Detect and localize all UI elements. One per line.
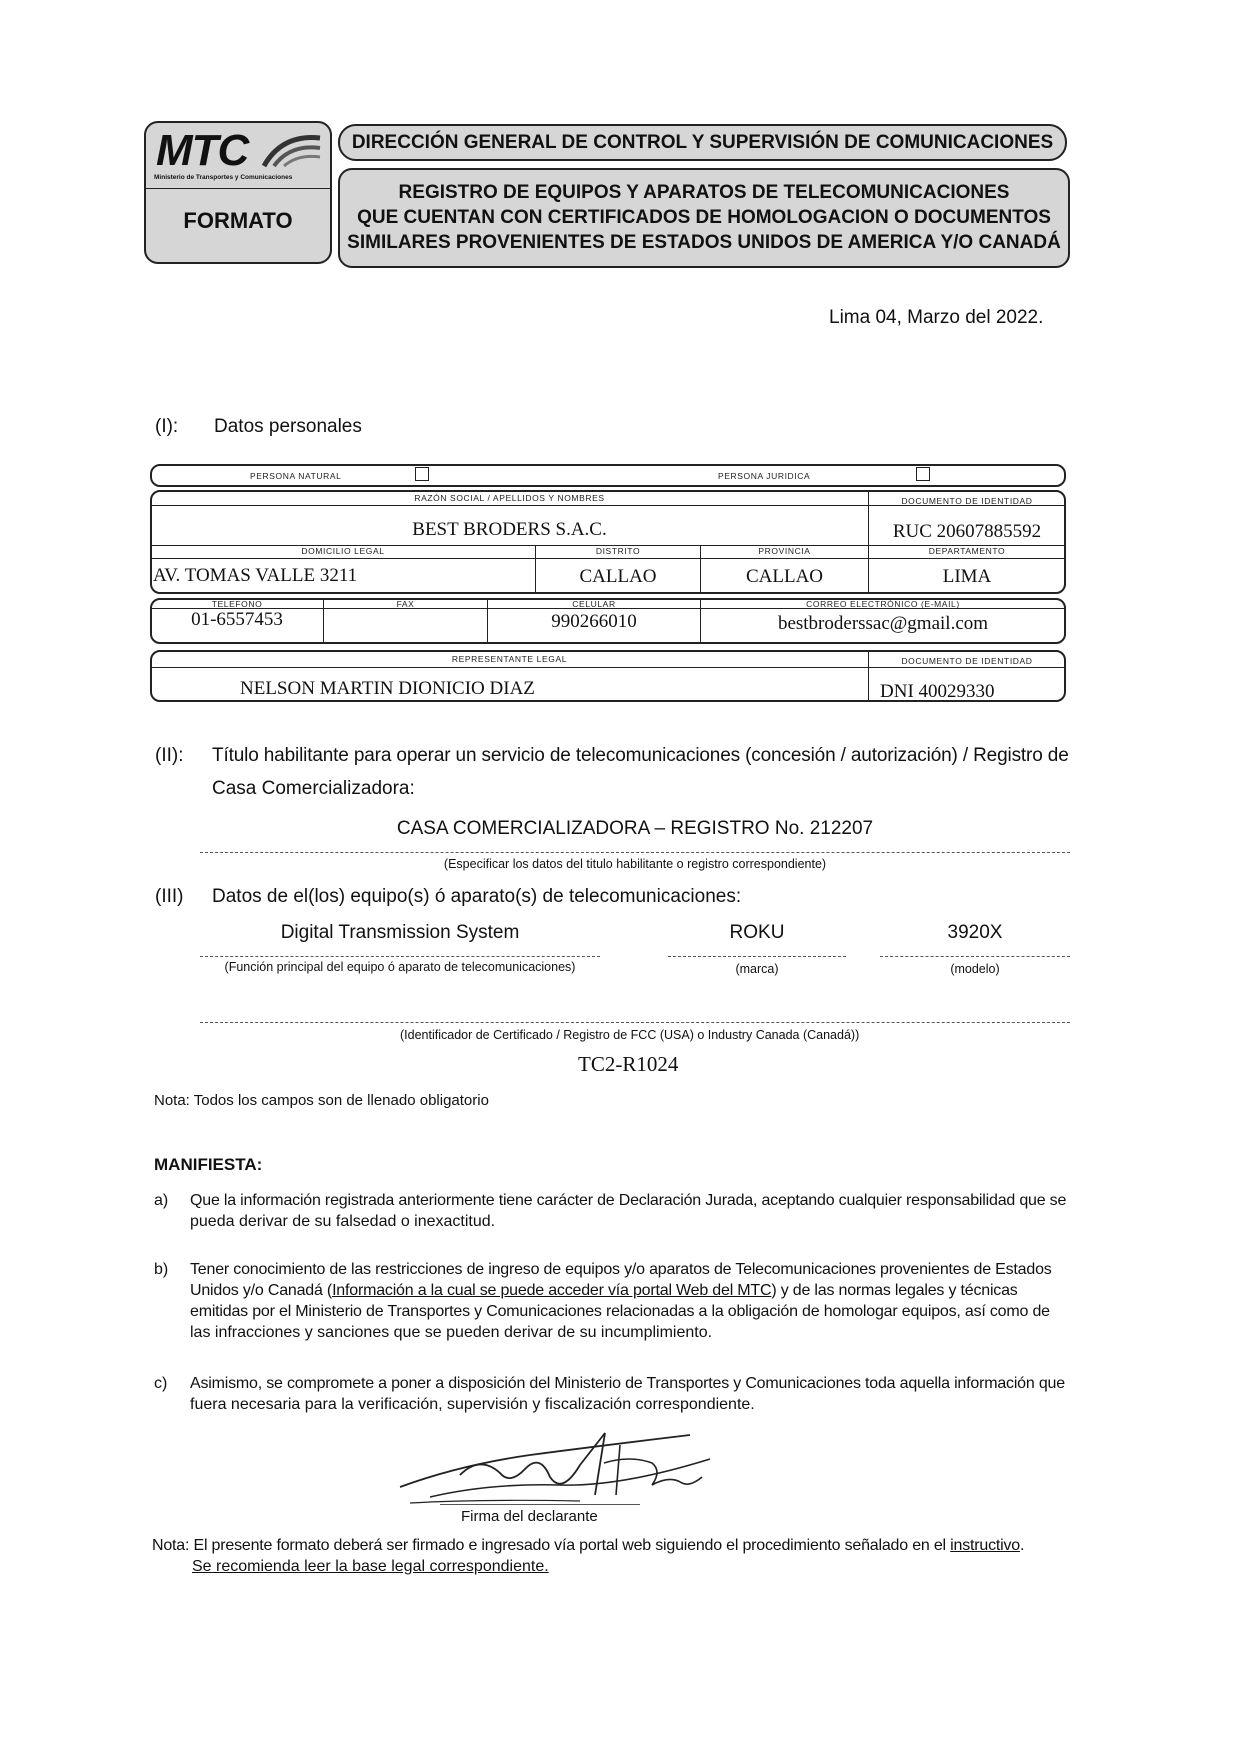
- logo-text: MTC: [156, 126, 249, 175]
- item-b-line-3: emitidas por el Ministerio de Transportes y Comunicaciones relacionadas a la obligación de homologar equipos, así como de: [190, 1303, 1050, 1320]
- representante-value: NELSON MARTIN DIONICIO DIAZ: [240, 678, 535, 699]
- telefono-label: TELEFONO: [211, 599, 263, 609]
- domicilio-label-divider: [151, 558, 1065, 559]
- marca-value: ROKU: [729, 922, 785, 943]
- marca-caption: (marca): [735, 962, 779, 976]
- footer-note-post: .: [1019, 1537, 1025, 1554]
- persona-natural-checkbox[interactable]: [415, 467, 429, 481]
- celular-label: CELULAR: [572, 599, 616, 609]
- documento-label: DOCUMENTO DE IDENTIDAD: [901, 496, 1033, 506]
- title-box: [338, 168, 1070, 268]
- item-b-label: b): [154, 1261, 169, 1278]
- cert-value: TC2-R1024: [578, 1052, 679, 1076]
- item-a-line-1: Que la información registrada anteriormente tiene carácter de Declaración Jurada, aceptando cualquier responsabilidad que se: [190, 1192, 1067, 1209]
- firma-label: Firma del declarante: [461, 1508, 598, 1525]
- razon-social-label: RAZÓN SOCIAL / APELLIDOS Y NOMBRES: [414, 493, 605, 503]
- funcion-underline: [200, 956, 600, 957]
- manifiesta-title: MANIFIESTA:: [154, 1155, 263, 1174]
- documento-value: RUC 20607885592: [892, 521, 1042, 542]
- domicilio-value: AV. TOMAS VALLE 3211: [153, 565, 358, 586]
- section-2-underline: [200, 852, 1070, 853]
- title-line-2: QUE CUENTAN CON CERTIFICADOS DE HOMOLOGACION O DOCUMENTOS: [357, 207, 1051, 228]
- persona-juridica-label: PERSONA JURIDICA: [718, 471, 811, 481]
- item-c-label: c): [154, 1375, 168, 1392]
- section-2-value: CASA COMERCIALIZADORA – REGISTRO No. 212207: [396, 818, 874, 839]
- razon-social-value: BEST BRODERS S.A.C.: [412, 519, 607, 540]
- representante-label-divider: [151, 667, 1065, 668]
- departamento-value: LIMA: [942, 566, 992, 587]
- section-1-number: (I):: [155, 416, 179, 437]
- item-b-line-1: Tener conocimiento de las restricciones de ingreso de equipos y/o aparatos de Telecomunicaciones provenientes de Estados: [190, 1261, 1052, 1278]
- section-3-number: (III): [155, 886, 184, 907]
- nota-campos: Nota: Todos los campos son de llenado obligatorio: [154, 1092, 489, 1109]
- base-legal-link[interactable]: Se recomienda leer la base legal correspondiente.: [192, 1558, 549, 1575]
- rep-documento-label: DOCUMENTO DE IDENTIDAD: [901, 656, 1033, 666]
- instructivo-link[interactable]: instructivo: [950, 1537, 1020, 1554]
- section-1-title: Datos personales: [214, 416, 362, 437]
- distrito-label: DISTRITO: [595, 546, 641, 556]
- funcion-caption: (Función principal del equipo ó aparato de telecomunicaciones): [224, 960, 576, 974]
- provincia-label: PROVINCIA: [758, 546, 811, 556]
- section-2-line-1: Título habilitante para operar un servicio de telecomunicaciones (concesión / autorización) / Registro de: [212, 745, 1069, 766]
- celular-value: 990266010: [551, 611, 637, 632]
- modelo-caption: (modelo): [950, 962, 1000, 976]
- agency-box: [338, 124, 1067, 161]
- section-2-line-2: Casa Comercializadora:: [212, 778, 415, 799]
- item-c-line-1: Asimismo, se compromete a poner a disposición del Ministerio de Transportes y Comunicaciones toda aquella información que: [190, 1375, 1065, 1392]
- mtc-portal-link[interactable]: Información a la cual se puede acceder vía portal Web del MTC: [332, 1282, 772, 1299]
- item-b-line-2: [190, 1282, 1018, 1300]
- domicilio-label: DOMICILIO LEGAL: [301, 546, 385, 556]
- title-line-3: SIMILARES PROVENIENTES DE ESTADOS UNIDOS DE AMERICA Y/O CANADÁ: [347, 232, 1061, 253]
- title-line-1: REGISTRO DE EQUIPOS Y APARATOS DE TELECOMUNICACIONES: [398, 182, 1010, 203]
- correo-value: bestbroderssac@gmail.com: [777, 613, 989, 634]
- funcion-value: Digital Transmission System: [280, 922, 520, 943]
- provincia-value: CALLAO: [745, 566, 824, 587]
- distrito-value: CALLAO: [579, 566, 657, 587]
- modelo-underline: [880, 956, 1070, 957]
- formato-label: FORMATO: [183, 208, 293, 233]
- date-line: Lima 04, Marzo del 2022.: [829, 307, 1044, 328]
- section-2-caption: (Especificar los datos del titulo habilitante o registro correspondiente): [443, 857, 827, 871]
- cert-underline: [200, 1022, 1070, 1023]
- section-2-number: (II):: [155, 745, 184, 766]
- item-a-label: a): [154, 1192, 169, 1209]
- footer-note-line-1: [152, 1537, 1024, 1555]
- departamento-label: DEPARTAMENTO: [928, 546, 1006, 556]
- telefono-value: 01-6557453: [191, 609, 283, 630]
- persona-natural-label: PERSONA NATURAL: [250, 471, 342, 481]
- logo-subtitle: Ministerio de Transportes y Comunicaciones: [154, 174, 293, 181]
- item-a-line-2: pueda derivar de su falsedad o inexactitud.: [190, 1213, 496, 1230]
- cert-caption: (Identificador de Certificado / Registro de FCC (USA) o Industry Canada (Canadá)): [400, 1028, 860, 1042]
- logo-waves-icon: [262, 130, 324, 168]
- footer-note-pre: Nota: El presente formato deberá ser firmado e ingresado vía portal web siguiendo el procedimiento señalado en el: [152, 1537, 951, 1554]
- section-3-title: Datos de el(los) equipo(s) ó aparato(s) de telecomunicaciones:: [212, 886, 742, 907]
- fax-label: FAX: [396, 599, 415, 609]
- agency-title: DIRECCIÓN GENERAL DE CONTROL Y SUPERVISIÓN DE COMUNICACIONES: [351, 132, 1054, 153]
- persona-juridica-checkbox[interactable]: [916, 467, 930, 481]
- item-b-line-4: las infracciones y sanciones que se pueden derivar de su incumplimiento.: [190, 1324, 713, 1341]
- rep-documento-value: DNI 40029330: [880, 681, 995, 702]
- logo-divider: [145, 188, 331, 189]
- signature-icon: [390, 1425, 720, 1515]
- mtc-logo: [152, 124, 330, 186]
- item-b-line-2-post: ) y de las normas legales y técnicas: [771, 1282, 1018, 1299]
- signature-line: [440, 1504, 640, 1505]
- representante-label: REPRESENTANTE LEGAL: [451, 654, 568, 664]
- item-c-line-2: fuera necesaria para la verificación, supervisión y fiscalización correspondiente.: [190, 1396, 755, 1413]
- marca-underline: [668, 956, 846, 957]
- item-b-line-2-pre: Unidos y/o Canadá (: [190, 1282, 333, 1299]
- modelo-value: 3920X: [947, 922, 1003, 943]
- correo-label: CORREO ELECTRÓNICO (E-MAIL): [806, 599, 960, 609]
